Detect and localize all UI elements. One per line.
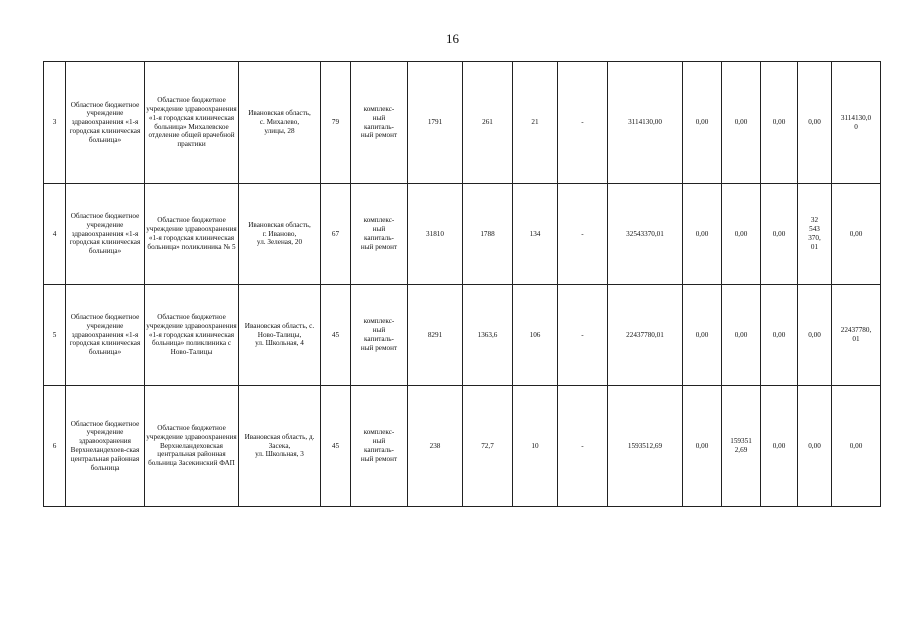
total-cost: 32543370,01 [608, 184, 683, 285]
facility-name: Областное бюджетное учреждение здравоохранения «1-я городская клиническая больница» поликлиника с Ново-Талицы [145, 285, 239, 386]
funding-5: 22437780, 01 [832, 285, 881, 386]
build-year: 45 [321, 386, 351, 507]
funding-1: 0,00 [683, 285, 722, 386]
total-cost: 3114130,00 [608, 62, 683, 184]
funding-1: 0,00 [683, 184, 722, 285]
funding-2: 159351 2,69 [722, 386, 761, 507]
facility-address: Ивановская область, с. Михалево, улицы, 28 [239, 62, 321, 184]
funding-3: 0,00 [761, 184, 798, 285]
dash-value: - [558, 386, 608, 507]
row-number: 3 [44, 62, 66, 184]
work-type: комплекс- ный капиталь- ный ремонт [351, 62, 408, 184]
total-cost: 22437780,01 [608, 285, 683, 386]
work-type: комплекс- ный капиталь- ный ремонт [351, 285, 408, 386]
table-row [44, 184, 881, 285]
row-number: 5 [44, 285, 66, 386]
funding-4: 0,00 [798, 285, 832, 386]
institution-name: Областное бюджетное учреждение здравоохранения «1-я городская клиническая больница» [66, 285, 145, 386]
funding-4: 0,00 [798, 62, 832, 184]
area-total: 8291 [408, 285, 463, 386]
area-total: 1791 [408, 62, 463, 184]
facility-address: Ивановская область, с. Ново-Талицы, ул. Школьная, 4 [239, 285, 321, 386]
build-year: 79 [321, 62, 351, 184]
funding-4: 32 543 370, 01 [798, 184, 832, 285]
funding-3: 0,00 [761, 285, 798, 386]
funding-1: 0,00 [683, 62, 722, 184]
funding-2: 0,00 [722, 184, 761, 285]
area-repair: 1363,6 [463, 285, 513, 386]
area-total: 31810 [408, 184, 463, 285]
facility-name: Областное бюджетное учреждение здравоохранения «1-я городская клиническая больница» Михалевское отделение общей врачебной практики [145, 62, 239, 184]
funding-2: 0,00 [722, 62, 761, 184]
funding-3: 0,00 [761, 62, 798, 184]
table-row [44, 285, 881, 386]
work-type: комплекс- ный капиталь- ный ремонт [351, 184, 408, 285]
work-type: комплекс- ный капиталь- ный ремонт [351, 386, 408, 507]
count-value: 21 [513, 62, 558, 184]
build-year: 67 [321, 184, 351, 285]
institution-name: Областное бюджетное учреждение здравоохранения «1-я городская клиническая больница» [66, 184, 145, 285]
funding-1: 0,00 [683, 386, 722, 507]
funding-5: 0,00 [832, 184, 881, 285]
count-value: 106 [513, 285, 558, 386]
dash-value: - [558, 62, 608, 184]
repair-objects-table [43, 61, 881, 507]
area-repair: 261 [463, 62, 513, 184]
funding-5: 3114130,0 0 [832, 62, 881, 184]
build-year: 45 [321, 285, 351, 386]
count-value: 134 [513, 184, 558, 285]
area-repair: 1788 [463, 184, 513, 285]
funding-5: 0,00 [832, 386, 881, 507]
facility-name: Областное бюджетное учреждение здравоохранения «1-я городская клиническая больница» поликлиника № 5 [145, 184, 239, 285]
funding-3: 0,00 [761, 386, 798, 507]
facility-address: Ивановская область, д. Засека, ул. Школьная, 3 [239, 386, 321, 507]
page-number: 16 [446, 31, 459, 46]
dash-value: - [558, 285, 608, 386]
institution-name: Областное бюджетное учреждение здравоохранения «1-я городская клиническая больница» [66, 62, 145, 184]
row-number: 6 [44, 386, 66, 507]
count-value: 10 [513, 386, 558, 507]
facility-address: Ивановская область, г. Иваново, ул. Зеленая, 20 [239, 184, 321, 285]
institution-name: Областное бюджетное учреждение здравоохранения Верхнеландехоев-ская центральная районная больница [66, 386, 145, 507]
facility-name: Областное бюджетное учреждение здравоохранения Верхнеландеховская центральная районная больница Засекинский ФАП [145, 386, 239, 507]
total-cost: 1593512,69 [608, 386, 683, 507]
funding-4: 0,00 [798, 386, 832, 507]
dash-value: - [558, 184, 608, 285]
table-row [44, 62, 881, 184]
table-row [44, 386, 881, 507]
area-repair: 72,7 [463, 386, 513, 507]
funding-2: 0,00 [722, 285, 761, 386]
row-number: 4 [44, 184, 66, 285]
area-total: 238 [408, 386, 463, 507]
